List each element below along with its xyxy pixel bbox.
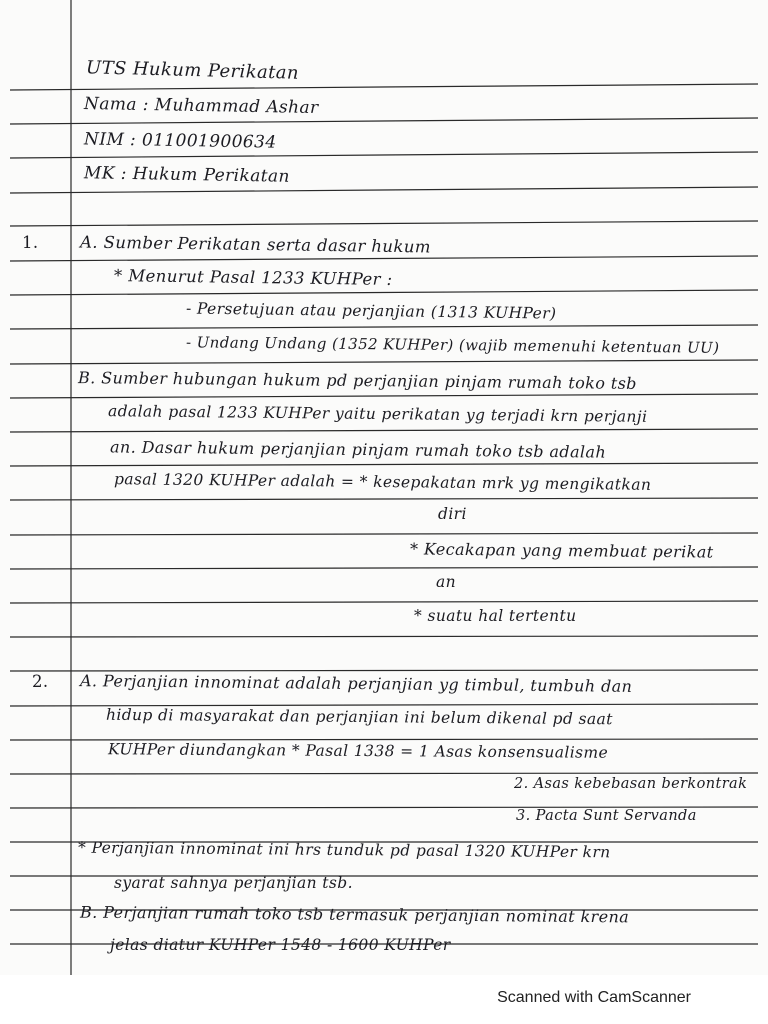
q2-part-a-line-4: 2. Asas kebebasan berkontrak: [514, 776, 748, 792]
mk-line: MK : Hukum Perikatan: [83, 163, 291, 187]
q1-part-b-line-2: adalah pasal 1233 KUHPer yaitu perikatan yg terjadi krn perjanji: [107, 402, 648, 426]
q1-part-b-line-1: B. Sumber hubungan hukum pd perjanjian pinjam rumah toko tsb: [77, 368, 637, 393]
nim-line: NIM : 011001900634: [83, 129, 277, 153]
q2-part-a-line-6: * Perjanjian innominat ini hrs tunduk pd pasal 1320 KUHPer krn: [77, 838, 611, 862]
q2-part-a-line-1: A. Perjanjian innominat adalah perjanjian yg timbul, tumbuh dan: [79, 671, 633, 696]
q2-part-a-line-7: syarat sahnya perjanjian tsb.: [114, 874, 353, 892]
q1-part-b-line-8: * suatu hal tertentu: [414, 607, 577, 625]
question-1-number: 1.: [22, 233, 39, 252]
q1-part-a-line-4: - Undang Undang (1352 KUHPer) (wajib memenuhi ketentuan UU): [185, 333, 720, 357]
q1-part-a-line-2: * Menurut Pasal 1233 KUHPer :: [113, 266, 393, 289]
q1-part-a-line-3: - Persetujuan atau perjanjian (1313 KUHPer): [185, 299, 557, 323]
question-2-number: 2.: [32, 672, 49, 691]
q1-part-a-heading: A. Sumber Perikatan serta dasar hukum: [79, 232, 432, 257]
q2-part-a-line-5: 3. Pacta Sunt Servanda: [516, 808, 697, 824]
q2-part-b-line-1: B. Perjanjian rumah toko tsb termasuk perjanjian nominat krena: [79, 902, 630, 927]
q1-part-b-line-5: diri: [438, 505, 467, 523]
q2-part-a-line-3: KUHPer diundangkan * Pasal 1338 = 1 Asas konsensualisme: [107, 740, 609, 762]
scanner-watermark: Scanned with CamScanner: [497, 989, 691, 1006]
name-line: Nama : Muhammad Ashar: [83, 93, 319, 119]
q2-part-a-line-2: hidup di masyarakat dan perjanjian ini belum dikenal pd saat: [105, 705, 613, 729]
q1-part-b-line-3: an. Dasar hukum perjanjian pinjam rumah toko tsb adalah: [109, 437, 607, 462]
q2-part-b-line-2: jelas diatur KUHPer 1548 - 1600 KUHPer: [110, 936, 451, 954]
q1-part-b-line-6: * Kecakapan yang membuat perikat: [409, 539, 714, 562]
q1-part-b-line-4: pasal 1320 KUHPer adalah = * kesepakatan mrk yg mengikatkan: [113, 470, 652, 494]
scanner-footer: [0, 975, 768, 1024]
q1-part-b-line-7: an: [436, 573, 457, 591]
page-title: UTS Hukum Perikatan: [85, 57, 300, 84]
